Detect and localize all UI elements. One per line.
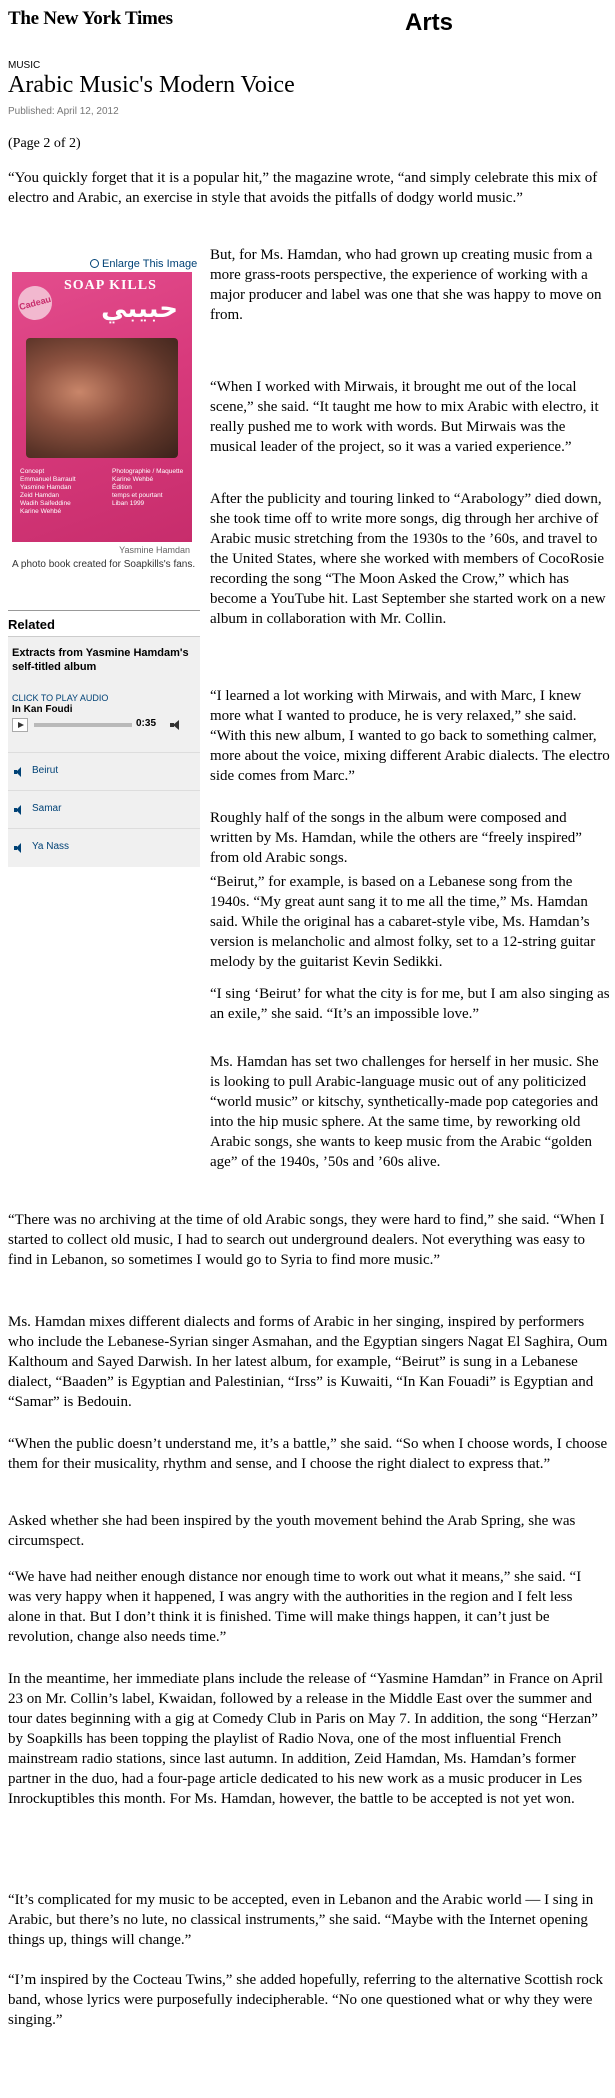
- paragraph-11: Ms. Hamdan mixes different dialects and forms of Arabic in her singing, inspired by performers who include the Lebanese-Syrian singer Asmahan, and the Egyptian singers Nagat El Saghira, Oum Kalthoum and Sayed Darwish. In her latest album, for example, “Beirut” is sung in a Lebanese dialect, “Baaden” is Egyptian and Palestinian, “Irss” is Kuwaiti, “In Kan Fouadi” is Egyptian and “Samar” is Bedouin.: [8, 1314, 608, 1410]
- paragraph-3: “When I worked with Mirwais, it brought me out of the local scene,” she said. “It taught me how to mix Arabic with electro, it really pushed me to work with words. But Mirwais was the musical leader of the project, so it was a varied experience.”: [210, 379, 599, 455]
- cover-title: SOAP KILLS: [64, 278, 157, 293]
- now-playing-track: In Kan Foudi: [12, 704, 73, 715]
- photo-credit: Yasmine Hamdan: [119, 545, 190, 555]
- page-indicator: (Page 2 of 2): [8, 136, 81, 151]
- track-item-samar[interactable]: Samar: [8, 790, 200, 829]
- paragraph-9: Ms. Hamdan has set two challenges for herself in her music. She is looking to pull Arabic-language music out of any politicized “world music” or kitschy, synthetically-made pop categories and into the hip music sphere. At the same time, by reworking old Arabic songs, she wants to keep music from the Arabic “golden age” of the 1940s, ’50s and ’60s alive.: [210, 1054, 599, 1170]
- article-headline: Arabic Music's Modern Voice: [8, 72, 295, 98]
- audio-player: [12, 718, 192, 732]
- speaker-icon: [14, 843, 26, 853]
- paragraph-4: After the publicity and touring linked to “Arabology” died down, she took time off to write more songs, dig through her archive of Arabic music stretching from the 1930s to the ’60s, and travel to the United States, where she worked with members of CocoRosie recording the song “The Moon Asked the Crow,” which has become a YouTube hit. Last September she started work on a new album in collaboration with Mr. Collin.: [210, 491, 606, 627]
- enlarge-image-link[interactable]: Enlarge This Image: [90, 258, 197, 270]
- audio-time: 0:35: [136, 718, 157, 729]
- click-to-play-label: CLICK TO PLAY AUDIO: [12, 693, 109, 703]
- cover-credits: Concept Emmanuel Barrault Yasmine Hamdan Zeid Hamdan Wadih Saifeddine Karine Wehbé Photographie / Maquette Karine Wehbé Édition temps et pourtant Liban 1999: [20, 468, 184, 515]
- paragraph-13: Asked whether she had been inspired by the youth movement behind the Arab Spring, she was circumspect.: [8, 1513, 576, 1549]
- paragraph-8: “I sing ‘Beirut’ for what the city is for me, but I am also singing as an exile,” she said. “It’s an impossible love.”: [210, 986, 610, 1022]
- volume-icon[interactable]: [170, 720, 186, 730]
- speaker-icon: [14, 805, 26, 815]
- paragraph-17: “I’m inspired by the Cocteau Twins,” she added hopefully, referring to the alternative Scottish rock band, whose lyrics were purposefully indecipherable. “No one questioned what or why they were singing.”: [8, 1972, 604, 2028]
- paragraph-7: “Beirut,” for example, is based on a Lebanese song from the 1940s. “My great aunt sang it to me all the time,” Ms. Hamdan said. While the original has a cabaret-style vibe, Ms. Hamdan’s version is melancholic and almost folky, set to a 12-string guitar melody by the guitarist Kevin Sedikki.: [210, 874, 596, 970]
- masthead-logo[interactable]: The New York Times: [8, 8, 173, 29]
- related-heading: Related: [8, 617, 55, 632]
- speaker-icon: [14, 767, 26, 777]
- cover-portrait: [26, 338, 178, 458]
- magnifier-icon: [90, 259, 99, 268]
- paragraph-12: “When the public doesn’t understand me, it’s a battle,” she said. “So when I choose words, I choose them for their musicality, rhythm and sense, and I choose the right dialect to express that.”: [8, 1436, 608, 1472]
- paragraph-5: “I learned a lot working with Mirwais, and with Marc, I knew more what I wanted to produce, he is very relaxed,” she said. “With this new album, I wanted to go back to something calmer, more about the voice, mixing different Arabic dialects. The electro side comes from Marc.”: [210, 688, 610, 784]
- photo-caption: A photo book created for Soapkills's fans.: [12, 559, 196, 570]
- paragraph-6: Roughly half of the songs in the album were composed and written by Ms. Hamdan, while the others are “freely inspired” from old Arabic songs.: [210, 810, 582, 866]
- paragraph-10: “There was no archiving at the time of old Arabic songs, they were hard to find,” she said. “When I started to collect old music, I had to search out underground dealers. Not everything was easy to find in Lebanon, so sometimes I would go to Syria to find more music.”: [8, 1212, 605, 1268]
- paragraph-14: “We have had neither enough distance nor enough time to work out what it means,” she said. “I was very happy when it happened, I was angry with the authorities in the region and I felt less alone in that. But I don’t think it is finished. Time will make things happen, it can’t just be revolution, change also needs time.”: [8, 1569, 582, 1645]
- published-date: Published: April 12, 2012: [8, 106, 119, 117]
- related-divider: [8, 610, 200, 611]
- cover-badge: Cadeau: [14, 282, 56, 324]
- paragraph-16: “It’s complicated for my music to be accepted, even in Lebanon and the Arabic world — I sing in Arabic, but there’s no lute, no classical instruments,” she said. “Maybe with the Internet opening things up, things will change.”: [8, 1892, 594, 1948]
- paragraph-1: “You quickly forget that it is a popular hit,” the magazine wrote, “and simply celebrate this mix of electro and Arabic, an exercise in style that avoids the pitfalls of dodgy world music.”: [8, 170, 598, 206]
- section-label: Arts: [405, 9, 454, 36]
- related-title-link[interactable]: Extracts from Yasmine Hamdam's self-titled album: [12, 647, 189, 673]
- cover-arabic-title: حبيبي: [101, 294, 178, 324]
- paragraph-2: But, for Ms. Hamdan, who had grown up creating music from a more grass-roots perspective, the experience of working with a major producer and label was one that she was happy to move on from.: [210, 247, 602, 323]
- album-cover-image[interactable]: [12, 272, 192, 542]
- paragraph-15: In the meantime, her immediate plans include the release of “Yasmine Hamdan” in France on April 23 on Mr. Collin’s label, Kwaidan, followed by a release in the Middle East over the summer and tour dates beginning with a gig at Comedy Club in Paris on May 7. In addition, the song “Herzan” by Soapkills has been topping the playlist of Radio Nova, one of the most influential French mainstream radio stations, since last autumn. In addition, Zeid Hamdan, Ms. Hamdan’s former partner in the duo, had a four-page article dedicated to his new work as a music producer in Les Inrockuptibles this month. For Ms. Hamdan, however, the battle to be accepted is not yet won.: [8, 1671, 603, 1807]
- track-item-ya-nass[interactable]: Ya Nass: [8, 828, 200, 867]
- play-button[interactable]: [12, 718, 28, 732]
- audio-progress-bar[interactable]: [34, 723, 132, 727]
- article-kicker: MUSIC: [8, 60, 41, 71]
- track-item-beirut[interactable]: Beirut: [8, 752, 200, 791]
